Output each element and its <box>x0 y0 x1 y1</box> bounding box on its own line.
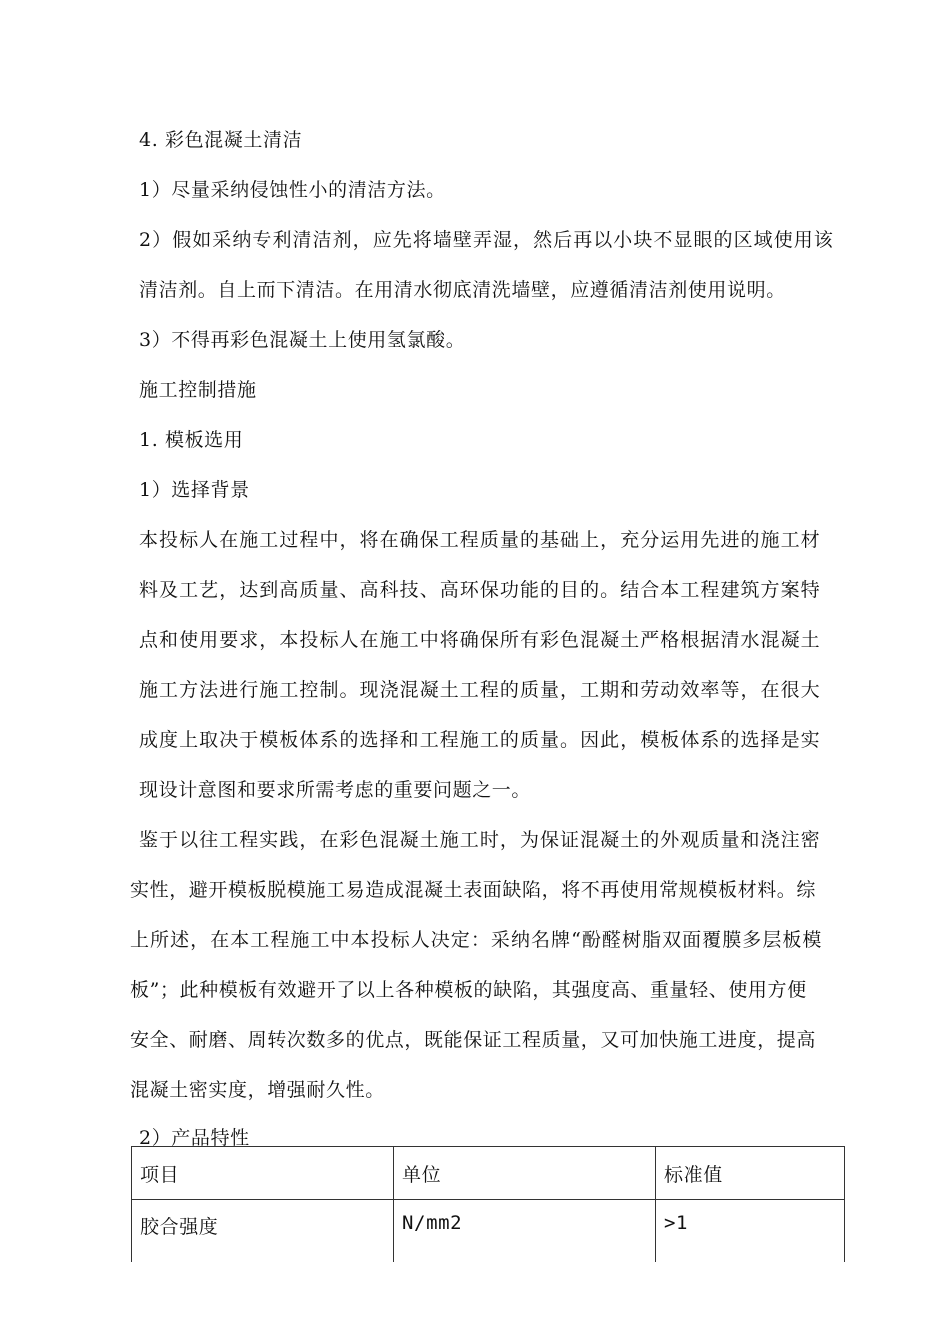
section-heading-formwork: 1. 模板选用 <box>139 429 244 451</box>
paragraph-line: 料及工艺，达到高质量、高科技、高环保功能的目的。结合本工程建筑方案特 <box>139 579 821 601</box>
paragraph-line: 清洁剂。自上而下清洁。在用清水彻底清洗墙壁，应遵循清洁剂使用说明。 <box>139 279 786 301</box>
table-header-row <box>132 1147 845 1200</box>
paragraph-line: 实性，避开模板脱模施工易造成混凝土表面缺陷，将不再使用常规模板材料。综 <box>130 879 817 901</box>
section-heading-cleaning: 4. 彩色混凝土清洁 <box>139 129 303 151</box>
table-cell: >1 <box>656 1200 845 1263</box>
table-header-cell: 标准值 <box>656 1147 845 1200</box>
section-heading-control: 施工控制措施 <box>139 379 257 401</box>
paragraph-line: 安全、耐磨、周转次数多的优点，既能保证工程质量，又可加快施工进度，提高 <box>130 1029 817 1051</box>
table-cell: N/mm2 <box>394 1200 656 1263</box>
paragraph-line: 1）尽量采纳侵蚀性小的清洁方法。 <box>139 179 446 201</box>
paragraph-line: 鉴于以往工程实践，在彩色混凝土施工时，为保证混凝土的外观质量和浇注密 <box>139 829 821 851</box>
table-header-cell: 单位 <box>394 1147 656 1200</box>
table-header-cell: 项目 <box>132 1147 394 1200</box>
paragraph-line: 现设计意图和要求所需考虑的重要问题之一。 <box>139 779 532 801</box>
paragraph-line: 2）假如采纳专利清洁剂，应先将墙壁弄湿，然后再以小块不显眼的区域使用该 <box>139 229 834 251</box>
paragraph-line: 本投标人在施工过程中，将在确保工程质量的基础上，充分运用先进的施工材 <box>139 529 821 551</box>
table-cell: 胶合强度 <box>132 1200 394 1263</box>
subheading-background: 1）选择背景 <box>139 479 250 501</box>
paragraph-line: 板”；此种模板有效避开了以上各种模板的缺陷，其强度高、重量轻、使用方便 <box>130 979 807 1001</box>
paragraph-line: 3）不得再彩色混凝土上使用氢氯酸。 <box>139 329 466 351</box>
table-row <box>132 1200 845 1263</box>
paragraph-line: 上所述，在本工程施工中本投标人决定：采纳名牌“酚醛树脂双面覆膜多层板模 <box>130 929 823 951</box>
product-properties-table <box>131 1146 845 1262</box>
paragraph-line: 成度上取决于模板体系的选择和工程施工的质量。因此，模板体系的选择是实 <box>139 729 821 751</box>
subheading-product-properties: 2）产品特性 <box>139 1127 250 1149</box>
paragraph-line: 点和使用要求，本投标人在施工中将确保所有彩色混凝土严格根据清水混凝土 <box>139 629 821 651</box>
paragraph-line: 混凝土密实度，增强耐久性。 <box>130 1079 385 1101</box>
paragraph-line: 施工方法进行施工控制。现浇混凝土工程的质量，工期和劳动效率等，在很大 <box>139 679 821 701</box>
